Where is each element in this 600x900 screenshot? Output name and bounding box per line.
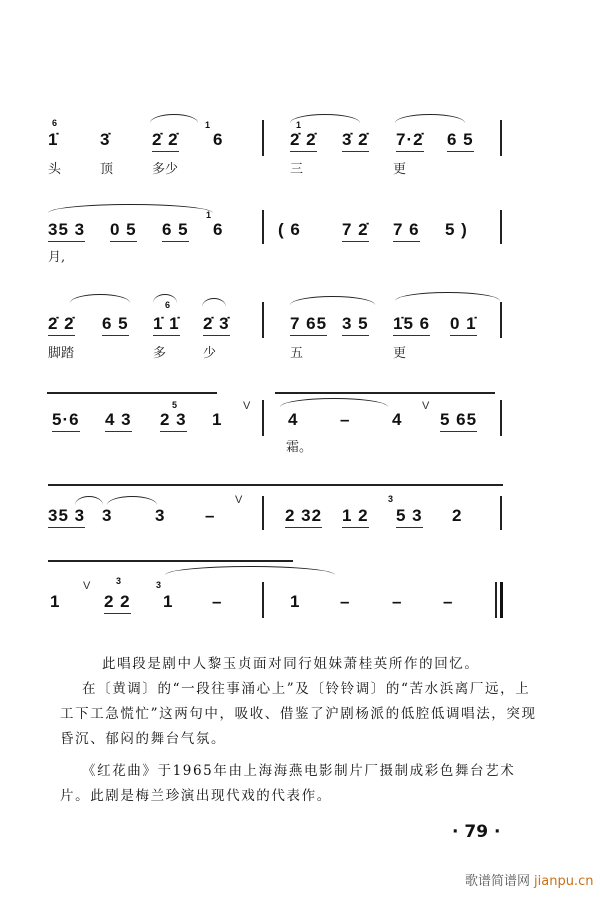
slur — [395, 114, 465, 123]
slur — [75, 496, 103, 505]
grace-note: 6 — [165, 300, 171, 310]
note: 0 1̇ — [450, 314, 477, 336]
note: – — [205, 506, 216, 525]
note: 3̇ — [100, 130, 111, 149]
note: 4 3 — [105, 410, 132, 432]
barline — [262, 210, 264, 244]
barline — [500, 210, 502, 244]
slur — [395, 292, 500, 301]
note: 1̇5 6 — [393, 314, 430, 336]
note: 3 — [155, 506, 166, 525]
note: 7 65 — [290, 314, 327, 336]
note: 1̇ 1̇ — [153, 314, 180, 336]
note: 35 3 — [48, 506, 85, 528]
slur — [202, 298, 226, 307]
note: 5 ) — [445, 220, 468, 239]
grace-note: 1 — [206, 210, 212, 220]
lyric: 少 — [203, 346, 217, 361]
lyric: 更 — [393, 162, 407, 177]
grace-note: 6 — [52, 118, 58, 128]
note: 6 5 — [102, 314, 129, 336]
lyric: 霜。 — [286, 440, 313, 455]
note: 1 2 — [342, 506, 369, 528]
slur — [150, 114, 198, 123]
watermark-en: jianpu.cn — [534, 874, 594, 889]
tie — [275, 392, 495, 394]
note: 3 — [102, 506, 113, 525]
slur — [280, 398, 388, 407]
grace-note: 1 — [296, 120, 302, 130]
note: – — [443, 592, 454, 611]
note: 6 5 — [447, 130, 474, 152]
lyric: 头 — [48, 162, 62, 177]
note: – — [340, 410, 351, 429]
lyric: 五 — [290, 346, 304, 361]
breath-mark: V — [422, 400, 430, 412]
breath-mark: V — [83, 580, 91, 592]
tie — [47, 392, 217, 394]
commentary-paragraph: 《红花曲》于1965年由上海海燕电影制片厂摄制成彩色舞台艺术片。此剧是梅兰珍演出现代戏的代表作。 — [60, 763, 516, 804]
note: 2̇ 2̇ — [48, 314, 75, 336]
watermark-cn: 歌谱简谱网 — [465, 874, 531, 889]
commentary-paragraph: 在〔黄调〕的“一段往事涌心上”及〔铃铃调〕的“苦水浜离厂远，上工下工急慌忙”这两句中，吸收、借鉴了沪剧杨派的低腔低调唱法，突现昏沉、郁闷的舞台气氛。 — [60, 681, 537, 747]
note: 4 — [288, 410, 299, 429]
watermark — [465, 870, 593, 889]
barline — [262, 120, 264, 156]
note: 5 65 — [440, 410, 477, 432]
note: 0 5 — [110, 220, 137, 242]
note: 2 32 — [285, 506, 322, 528]
note: 5·6 — [52, 410, 80, 432]
slur — [70, 294, 130, 303]
note: 2̇ 3̇ — [203, 314, 230, 336]
note: – — [340, 592, 351, 611]
note: 2 3 — [160, 410, 187, 432]
breath-mark: V — [243, 400, 251, 412]
note: 5 3 — [396, 506, 423, 528]
note: 1 — [290, 592, 301, 611]
grace-note: 3 — [388, 494, 394, 504]
note: 35 3 — [48, 220, 85, 242]
note: 6 — [213, 220, 224, 239]
lyric: 月, — [48, 250, 66, 265]
note: 3̇ 2̇ — [342, 130, 369, 152]
note: 2 2 — [104, 592, 131, 614]
barline — [262, 582, 264, 618]
note: – — [212, 592, 223, 611]
grace-note: 5 — [172, 400, 178, 410]
breath-mark: V — [235, 494, 243, 506]
barline — [262, 496, 264, 530]
grace-note: 1 — [205, 120, 211, 130]
tie — [48, 484, 503, 486]
slur — [165, 566, 335, 575]
note: 2̇ 2̇ — [290, 130, 317, 152]
note: 1 — [212, 410, 223, 429]
note: 1 — [50, 592, 61, 611]
barline — [262, 400, 264, 436]
tie — [48, 560, 293, 562]
barline — [500, 400, 502, 436]
note: ( 6 — [278, 220, 301, 239]
lyric: 顶 — [100, 162, 114, 177]
note: 4 — [392, 410, 403, 429]
note: 1 — [163, 592, 174, 611]
note: 2̇ 2̇ — [152, 130, 179, 152]
barline — [495, 582, 497, 618]
slur — [290, 296, 375, 305]
lyric: 多 — [153, 346, 167, 361]
commentary-paragraph: 此唱段是剧中人黎玉贞面对同行姐妹萧桂英所作的回忆。 — [102, 656, 480, 672]
note: 7 2̇ — [342, 220, 369, 242]
note: 6 5 — [162, 220, 189, 242]
slur — [107, 496, 157, 505]
note: 7·2̇ — [396, 130, 424, 152]
barline — [500, 302, 502, 338]
note: 7 6 — [393, 220, 420, 242]
grace-note: 3 — [116, 576, 122, 586]
lyric: 多少 — [152, 162, 179, 177]
barline — [262, 302, 264, 338]
barline — [500, 496, 502, 530]
lyric: 三 — [290, 162, 304, 177]
note: 2 — [452, 506, 463, 525]
slur — [48, 204, 213, 213]
note: 6 — [213, 130, 224, 149]
final-barline — [500, 582, 503, 618]
barline — [500, 120, 502, 156]
grace-note: 3 — [156, 580, 162, 590]
note: 3 5 — [342, 314, 369, 336]
note: 1̇ — [48, 130, 59, 149]
page-number: · 79 · — [452, 822, 501, 842]
lyric: 更 — [393, 346, 407, 361]
lyric: 脚踏 — [48, 346, 75, 361]
note: – — [392, 592, 403, 611]
